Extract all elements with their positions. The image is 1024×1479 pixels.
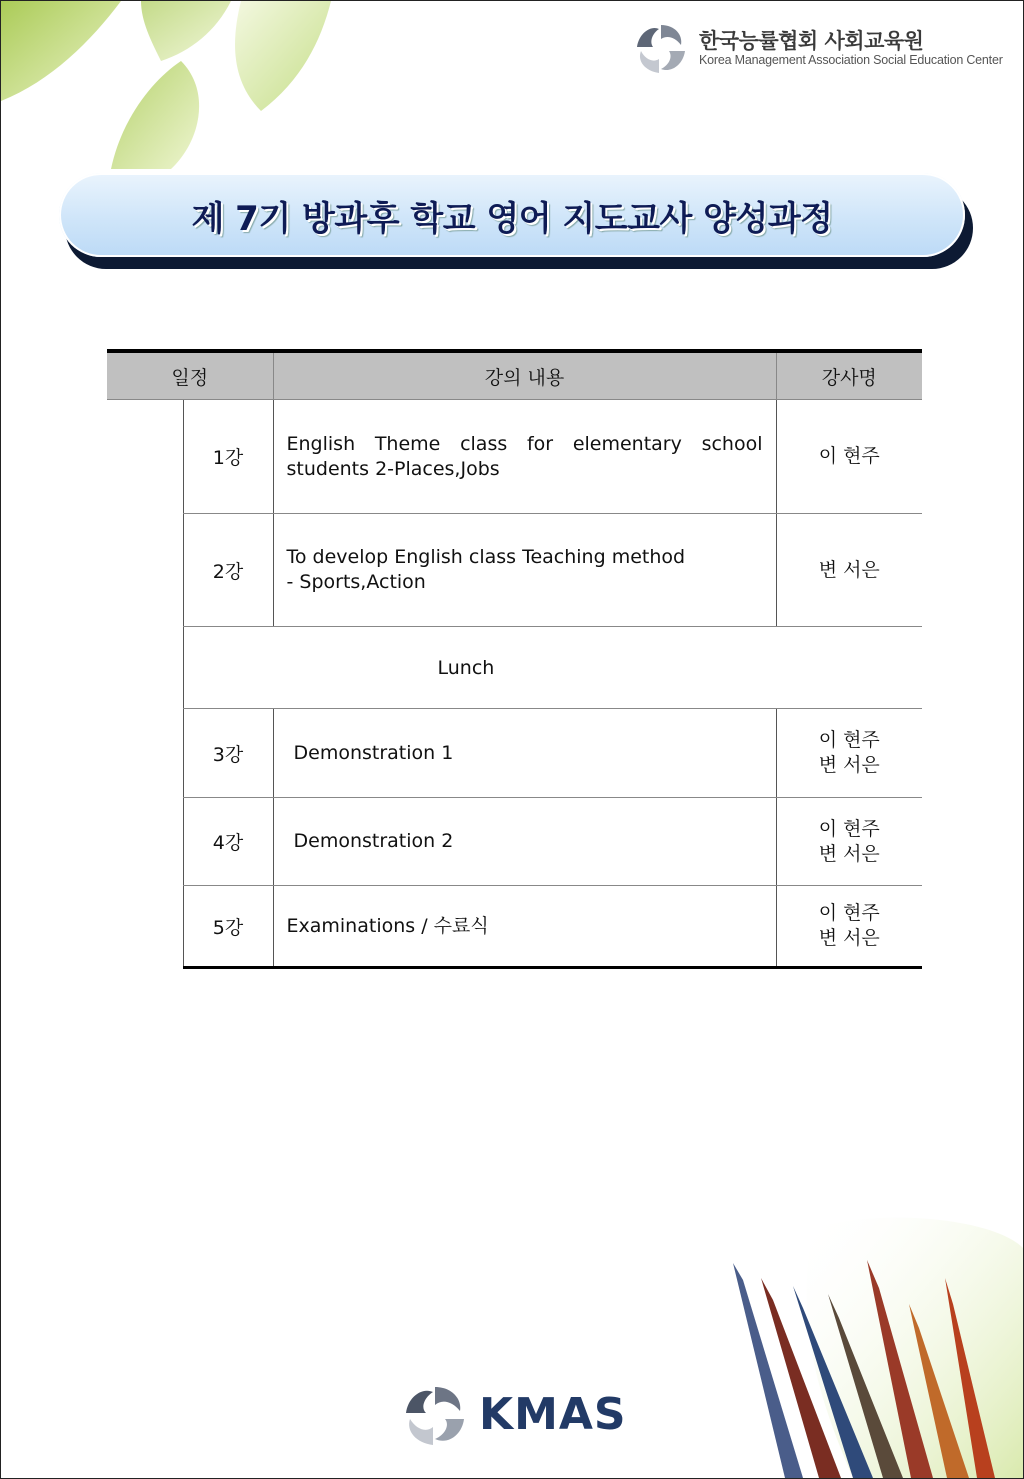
instructor-name: 변 서은 [818, 754, 880, 776]
session-number: 1강 [183, 400, 273, 514]
table-row [107, 886, 922, 968]
kmas-logo [399, 1381, 629, 1451]
session-content: Examinations / 수료식 [273, 886, 776, 968]
title-banner [59, 173, 965, 257]
instructor-name: 이 현주 [818, 817, 880, 840]
session-number: 2강 [183, 514, 273, 627]
header-content: 강의 내용 [273, 351, 776, 400]
instructor-names [776, 886, 922, 968]
session-number: 4강 [183, 798, 273, 886]
lunch-label: Lunch [183, 627, 922, 709]
session-content: Demonstration 2 [273, 798, 776, 886]
org-name-korean: 한국능률협회 사회교육원 [699, 29, 924, 53]
blank-column [107, 400, 183, 968]
content-line: To develop English class Teaching method [286, 546, 686, 568]
instructor-name: 이 현주 [776, 400, 922, 514]
page-title: 제 7기 방과후 학교 영어 지도교사 양성과정 [191, 199, 833, 239]
instructor-names [776, 798, 922, 886]
kmas-logo-text: KMAS [479, 1389, 627, 1440]
header-instructor: 강사명 [776, 351, 922, 400]
instructor-name: 변 서은 [818, 842, 880, 865]
instructor-name: 이 현주 [818, 729, 880, 751]
session-content: Demonstration 1 [273, 709, 776, 798]
org-logo [631, 19, 1011, 79]
table-row [107, 709, 922, 798]
lunch-row [107, 627, 922, 709]
session-number: 5강 [183, 886, 273, 968]
table-header-row [107, 351, 922, 400]
table-row [107, 514, 922, 627]
header-schedule: 일정 [107, 351, 273, 400]
pinwheel-icon [631, 19, 691, 79]
table-row [107, 400, 922, 514]
leaf-decoration [1, 1, 341, 171]
session-content: English Theme class for elementary school students 2-Places,Jobs [273, 400, 776, 514]
table-row [107, 798, 922, 886]
pinwheel-icon [399, 1381, 471, 1451]
instructor-name: 변 서은 [776, 514, 922, 627]
instructor-name: 이 현주 [818, 902, 880, 924]
instructor-name: 변 서은 [818, 927, 880, 949]
content-line: - Sports,Action [286, 571, 426, 593]
schedule-table [107, 349, 922, 969]
pencils-decoration [733, 1208, 1023, 1478]
session-number: 3강 [183, 709, 273, 798]
org-name-english: Korea Management Association Social Education Center [699, 53, 1003, 67]
instructor-names [776, 709, 922, 798]
session-content [273, 514, 776, 627]
